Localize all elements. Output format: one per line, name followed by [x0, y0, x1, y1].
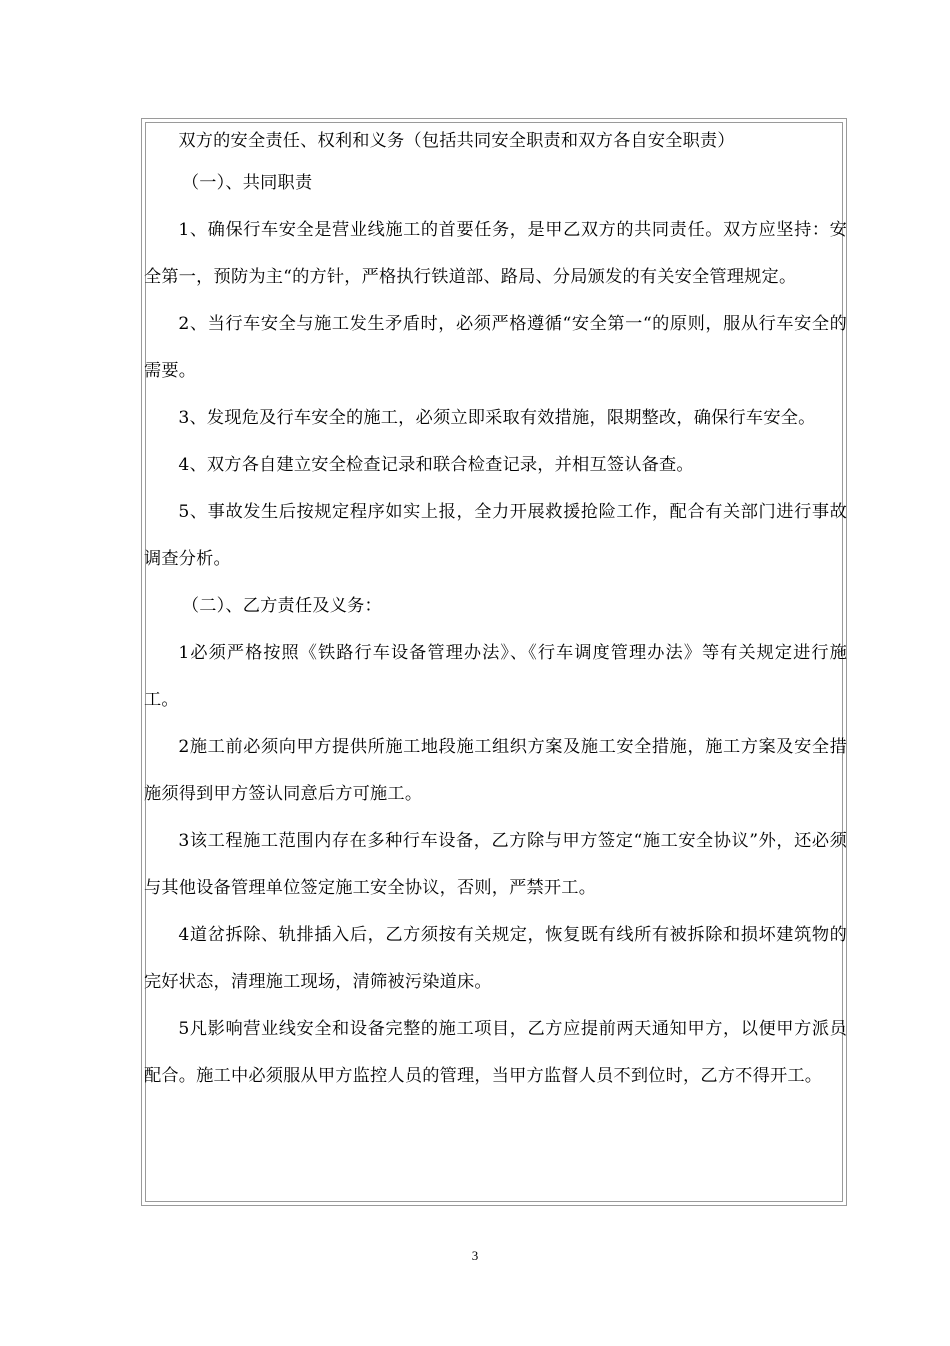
page-number: 3 [471, 1248, 479, 1263]
joint-duty-4: 4、双方各自建立安全检查记录和联合检查记录，并相互签认备查。 [178, 455, 694, 475]
document-body [144, 122, 847, 1100]
party-b-duty-1: 1必须严格按照《铁路行车设备管理办法》、《行车调度管理办法》等有关规定进行施工。 [144, 643, 847, 710]
party-b-duty-2: 2施工前必须向甲方提供所施工地段施工组织方案及施工安全措施，施工方案及安全措施须得到甲方签认同意后方可施工。 [144, 737, 847, 804]
joint-duty-5: 5、事故发生后按规定程序如实上报，全力开展救援抢险工作，配合有关部门进行事故调查分析。 [144, 502, 847, 569]
party-b-duty-4: 4道岔拆除、轨排插入后，乙方须按有关规定，恢复既有线所有被拆除和损坏建筑物的完好状态，清理施工现场，清筛被污染道床。 [144, 925, 847, 992]
heading-joint-duties: （一）、共同职责 [181, 173, 313, 193]
joint-duty-2: 2、当行车安全与施工发生矛盾时，必须严格遵循“安全第一“的原则，服从行车安全的需要。 [144, 314, 847, 381]
joint-duty-1: 1、确保行车安全是营业线施工的首要任务，是甲乙双方的共同责任。双方应坚持：安全第一，预防为主“的方针，严格执行铁道部、路局、分局颁发的有关安全管理规定。 [144, 220, 847, 287]
section-intro: 双方的安全责任、权利和义务（包括共同安全职责和双方各自安全职责） [178, 131, 735, 151]
joint-duty-3: 3、发现危及行车安全的施工，必须立即采取有效措施，限期整改，确保行车安全。 [178, 408, 816, 428]
party-b-duty-5: 5凡影响营业线安全和设备完整的施工项目，乙方应提前两天通知甲方，以便甲方派员配合。施工中必须服从甲方监控人员的管理，当甲方监督人员不到位时，乙方不得开工。 [144, 1019, 847, 1086]
party-b-duty-3: 3该工程施工范围内存在多种行车设备，乙方除与甲方签定“施工安全协议”外，还必须与其他设备管理单位签定施工安全协议，否则，严禁开工。 [144, 831, 847, 898]
heading-party-b-duties: （二）、乙方责任及义务： [181, 596, 382, 616]
